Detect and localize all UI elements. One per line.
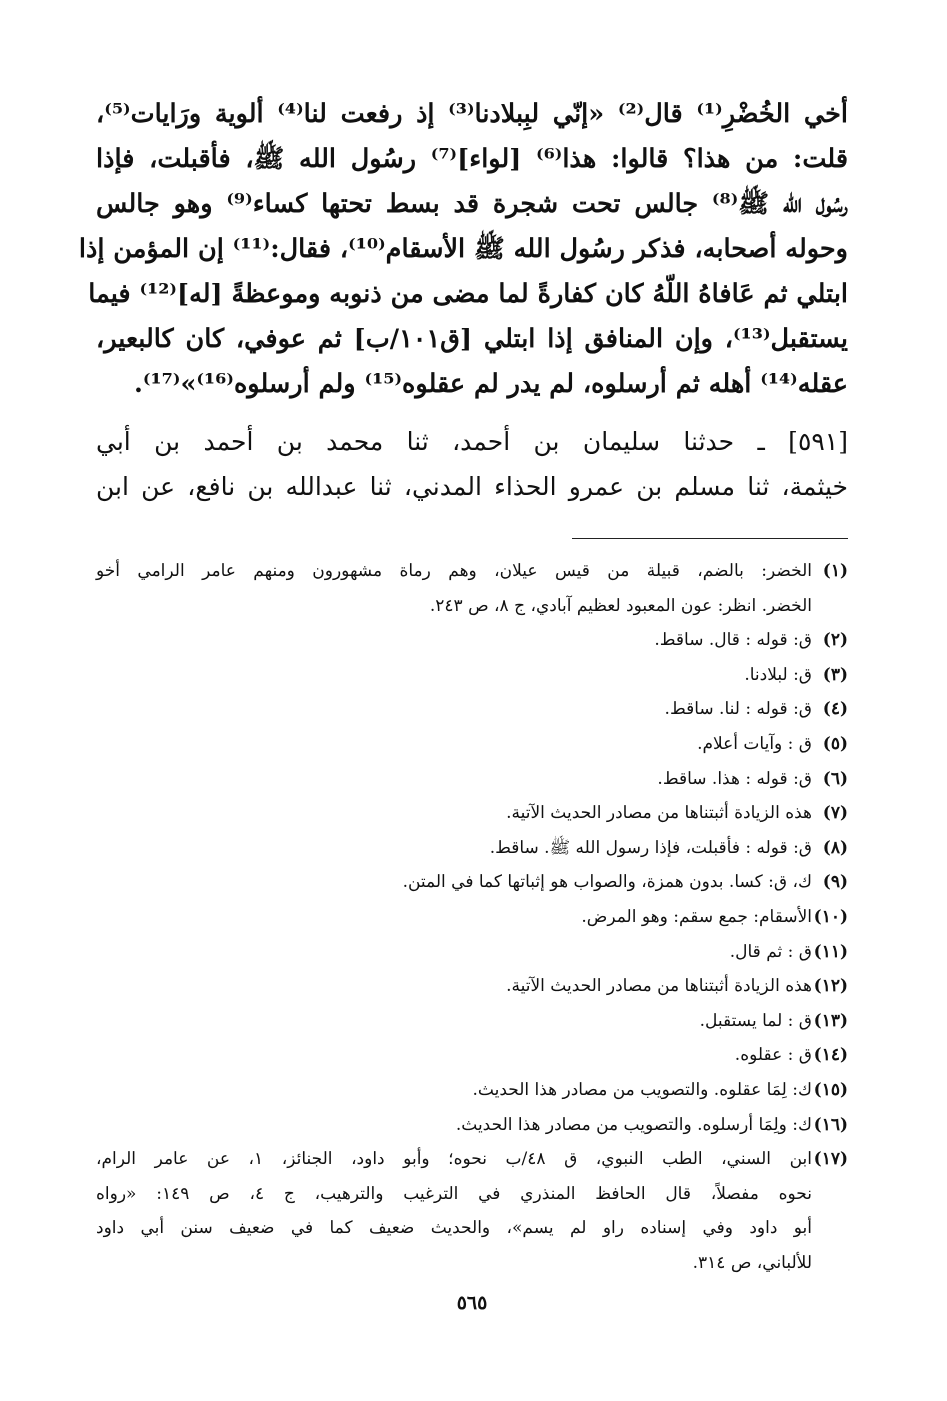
footnote-number: (١٦) <box>813 1114 848 1135</box>
footnote <box>96 900 848 935</box>
footnote <box>96 762 848 797</box>
footnote <box>96 554 848 623</box>
main-text <box>78 92 849 407</box>
footnote-text: نحوه مفصلاً، قال الحافظ المنذري في الترغيب والترهيب، ج ٤، ص ١٤٩: «رواه <box>96 1183 812 1204</box>
footnote-number: (٨) <box>822 837 848 858</box>
footnote-text: الخضر: بالضم، قبيلة من قيس عيلان، وهم رماة مشهورون ومنهم عامر الرامي أخو <box>96 561 812 581</box>
footnote-text: هذه الزيادة أثبتناها من مصادر الحديث الآتية. <box>506 803 812 824</box>
footnote-number: (٥) <box>822 733 848 754</box>
footnote-text: ق : ثم قال. <box>729 941 812 962</box>
footnote-number: (١٧) <box>813 1149 848 1170</box>
footnote-text: الخضر. انظر: عون المعبود لعظيم آبادي، ج ٨، ص ٢٤٣. <box>429 595 812 616</box>
footnote-text: ق: قوله : فأقبلت، فإذا رسول الله ﷺ. ساقط. <box>489 837 812 858</box>
footnote <box>96 1142 848 1280</box>
footnote-text: هذه الزيادة أثبتناها من مصادر الحديث الآتية. <box>506 976 812 997</box>
footnote-text: ق: قوله : قال. ساقط. <box>654 630 812 651</box>
footnote-text: ابن السني، الطب النبوي، ق ٤٨/ب نحوه؛ وأبو داود، الجنائز، ١، عن عامر الرام، <box>96 1149 812 1170</box>
footnote-number: (١٤) <box>813 1045 848 1066</box>
footnote <box>96 727 848 762</box>
page-number: ٥٦٥ <box>456 1292 488 1314</box>
main-text-line: عقله⁽¹⁴⁾ أهله ثم أرسلوه، لم يدر لم عقلوه⁽¹⁵⁾ ولم أرسلوه⁽¹⁶⁾»⁽¹⁷⁾. <box>134 369 848 399</box>
footnote-text: الأسقام: جمع سقم: وهو المرض. <box>581 906 812 927</box>
footnote-number: (٧) <box>822 803 848 824</box>
footnote <box>96 865 848 900</box>
footnote-number: (١٠) <box>813 906 848 927</box>
footnote-separator <box>572 538 848 539</box>
main-text-line: يستقبل⁽¹³⁾، وإن المنافق إذا ابتلي [ق١٠١/ب] ثم عوفي، كان كالبعير، <box>96 324 848 354</box>
footnote-text: ك: لِمَا عقلوه. والتصويب من مصادر هذا الحديث. <box>472 1079 812 1100</box>
footnote <box>96 935 848 970</box>
footnote-text: ك، ق: كسا. بدون همزة، والصواب هو إثباتها كما في المتن. <box>402 872 812 893</box>
footnote-number: (١٥) <box>813 1079 848 1100</box>
footnote-text: ق : وآيات أعلام. <box>697 733 812 754</box>
footnote <box>96 692 848 727</box>
footnote <box>96 969 848 1004</box>
page-body <box>78 92 849 1382</box>
footnote-number: (٦) <box>822 768 848 789</box>
hadith-line: خيثمة، ثنا مسلم بن عمرو الحذاء المدني، ثنا عبدالله بن نافع، عن ابن <box>96 472 848 501</box>
footnote-text: ق: لبلادنا. <box>744 664 812 685</box>
footnote <box>96 623 848 658</box>
footnote-text: ك: ولِمَا أرسلوه. والتصويب من مصادر هذا الحديث. <box>455 1114 812 1135</box>
footnote <box>96 1038 848 1073</box>
hadith-line: [٥٩١] ـ حدثنا سليمان بن أحمد، ثنا محمد بن أحمد بن أبي <box>96 427 848 456</box>
footnote-number: (١٣) <box>813 1010 848 1031</box>
footnote-number: (٤) <box>822 699 848 720</box>
footnote-number: (٢) <box>822 630 848 651</box>
footnote-text: ق : لما يستقبل. <box>699 1010 812 1031</box>
footnote <box>96 1108 848 1143</box>
footnote-text: للألباني، ص ٣١٤. <box>692 1252 812 1273</box>
footnote <box>96 658 848 693</box>
main-text-line: رسُول الله ﷺ⁽⁸⁾ جالس تحت شجرة قد بسط تحتها كساء⁽⁹⁾ وهو جالس <box>96 189 848 219</box>
footnote-text: أبو داود وفي إسناده راو لم يسم»، والحديث ضعيف كما في ضعيف سنن أبي داود <box>96 1218 812 1239</box>
footnote-number: (١١) <box>813 941 848 962</box>
footnote <box>96 1004 848 1039</box>
main-text-line: قلت: من هذا؟ قالوا: هذا⁽⁶⁾ [لواء]⁽⁷⁾ رسُول الله ﷺ، فأقبلت، فإذا <box>96 144 849 174</box>
footnote <box>96 831 848 866</box>
footnote-number: (٣) <box>822 664 848 685</box>
main-text-line: أخي الخُضْرِ⁽¹⁾ قال⁽²⁾ «إنّي لبِبلادنا⁽³⁾ إذ رفعت لنا⁽⁴⁾ ألوية ورَايات⁽⁵⁾، <box>96 99 848 129</box>
footnote <box>96 796 848 831</box>
footnotes <box>96 554 848 1280</box>
footnote-text: ق: قوله : هذا. ساقط. <box>657 768 812 789</box>
footnote-number: (١٢) <box>813 976 848 997</box>
main-text-line: ابتلي ثم عَافاهُ اللّهُ كان كفارةً لما مضى من ذنوبه وموعظةً [له]⁽¹²⁾ فيما <box>88 279 848 309</box>
footnote-number: (١) <box>822 561 848 581</box>
hadith-591 <box>96 419 848 509</box>
footnote-text: ق: قوله : لنا. ساقط. <box>664 699 812 720</box>
main-text-line: وحوله أصحابه، فذكر رسُول الله ﷺ الأسقام⁽¹⁰⁾، فقال:⁽¹¹⁾ إن المؤمن إذا <box>78 234 848 264</box>
footnote-number: (٩) <box>822 872 848 893</box>
footnote-text: ق : عقلوه. <box>734 1045 812 1066</box>
footnote <box>96 1073 848 1108</box>
